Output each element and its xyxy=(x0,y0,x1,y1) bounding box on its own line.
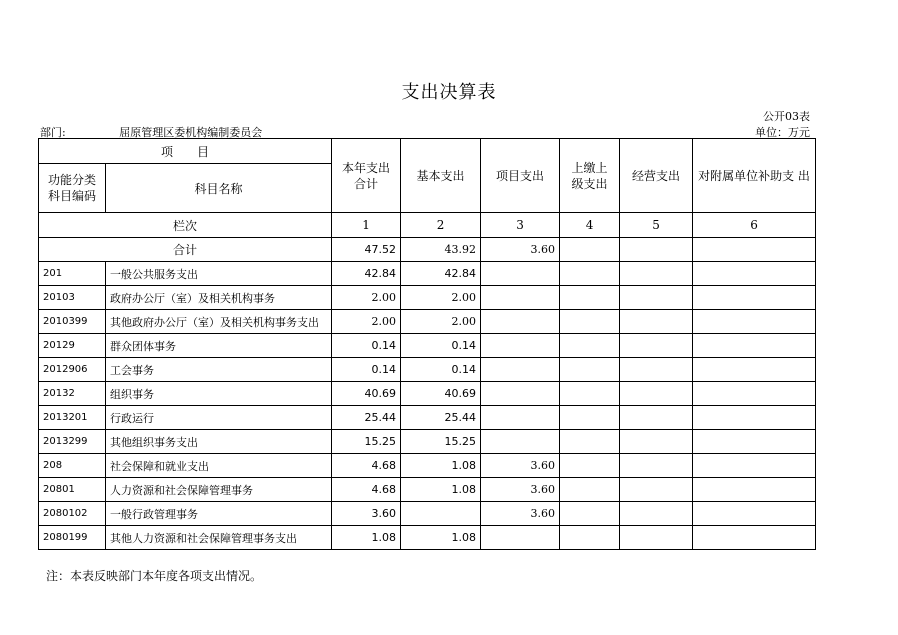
row-total: 1.08 xyxy=(332,526,401,550)
row-subsidy xyxy=(693,526,816,550)
row-subsidy xyxy=(693,382,816,406)
row-name: 其他组织事务支出 xyxy=(106,430,332,454)
total-amount: 47.52 xyxy=(332,238,401,262)
row-total: 15.25 xyxy=(332,430,401,454)
expenditure-table xyxy=(38,138,816,550)
row-code: 2012906 xyxy=(39,358,106,382)
footnote: 注：本表反映部门本年度各项支出情况。 xyxy=(46,569,263,583)
row-upper xyxy=(560,454,620,478)
table-row xyxy=(39,430,816,454)
row-total: 2.00 xyxy=(332,286,401,310)
header-func-code: 功能分类 科目编码 xyxy=(39,164,106,213)
row-total: 4.68 xyxy=(332,454,401,478)
row-total: 40.69 xyxy=(332,382,401,406)
row-business xyxy=(620,334,693,358)
row-code: 20129 xyxy=(39,334,106,358)
row-business xyxy=(620,406,693,430)
total-upper xyxy=(560,238,620,262)
row-total: 3.60 xyxy=(332,502,401,526)
table-row xyxy=(39,502,816,526)
row-total: 25.44 xyxy=(332,406,401,430)
row-total: 2.00 xyxy=(332,310,401,334)
col-index-1: 1 xyxy=(332,213,401,238)
table-row xyxy=(39,262,816,286)
row-business xyxy=(620,358,693,382)
table-row xyxy=(39,334,816,358)
row-subsidy xyxy=(693,262,816,286)
row-business xyxy=(620,262,693,286)
header-basic: 基本支出 xyxy=(401,139,481,213)
row-name: 群众团体事务 xyxy=(106,334,332,358)
row-subsidy xyxy=(693,478,816,502)
row-basic: 2.00 xyxy=(401,310,481,334)
row-basic xyxy=(401,502,481,526)
col-index-3: 3 xyxy=(481,213,560,238)
col-index-2: 2 xyxy=(401,213,481,238)
row-code: 20132 xyxy=(39,382,106,406)
row-subsidy xyxy=(693,358,816,382)
row-basic: 2.00 xyxy=(401,286,481,310)
row-total: 4.68 xyxy=(332,478,401,502)
row-code: 20103 xyxy=(39,286,106,310)
row-name: 一般行政管理事务 xyxy=(106,502,332,526)
row-code: 201 xyxy=(39,262,106,286)
row-upper xyxy=(560,310,620,334)
row-upper xyxy=(560,334,620,358)
row-total: 0.14 xyxy=(332,334,401,358)
row-business xyxy=(620,430,693,454)
row-project xyxy=(481,334,560,358)
header-business: 经营支出 xyxy=(620,139,693,213)
total-basic: 43.92 xyxy=(401,238,481,262)
row-upper xyxy=(560,262,620,286)
row-name: 一般公共服务支出 xyxy=(106,262,332,286)
row-project xyxy=(481,286,560,310)
row-basic: 25.44 xyxy=(401,406,481,430)
row-code: 2010399 xyxy=(39,310,106,334)
row-basic: 1.08 xyxy=(401,526,481,550)
row-upper xyxy=(560,502,620,526)
total-project: 3.60 xyxy=(481,238,560,262)
row-project: 3.60 xyxy=(481,454,560,478)
col-index-4: 4 xyxy=(560,213,620,238)
department-name: 屈原管理区委机构编制委员会 xyxy=(119,126,263,139)
row-code: 2013201 xyxy=(39,406,106,430)
row-business xyxy=(620,382,693,406)
row-subsidy xyxy=(693,310,816,334)
row-name: 政府办公厅（室）及相关机构事务 xyxy=(106,286,332,310)
row-code: 2080199 xyxy=(39,526,106,550)
report-title: 支出决算表 xyxy=(401,82,497,103)
total-business xyxy=(620,238,693,262)
form-number: 公开03表 xyxy=(763,110,810,123)
row-business xyxy=(620,526,693,550)
row-basic: 15.25 xyxy=(401,430,481,454)
row-upper xyxy=(560,478,620,502)
row-project xyxy=(481,262,560,286)
row-subsidy xyxy=(693,334,816,358)
row-name: 其他人力资源和社会保障管理事务支出 xyxy=(106,526,332,550)
table-row xyxy=(39,454,816,478)
row-total: 0.14 xyxy=(332,358,401,382)
row-name: 其他政府办公厅（室）及相关机构事务支出 xyxy=(106,310,332,334)
header-total: 本年支出 合计 xyxy=(332,139,401,213)
row-name: 行政运行 xyxy=(106,406,332,430)
table-row xyxy=(39,286,816,310)
row-upper xyxy=(560,406,620,430)
row-upper xyxy=(560,358,620,382)
row-basic: 1.08 xyxy=(401,478,481,502)
row-name: 组织事务 xyxy=(106,382,332,406)
row-project xyxy=(481,310,560,334)
row-upper xyxy=(560,382,620,406)
row-subsidy xyxy=(693,454,816,478)
row-code: 208 xyxy=(39,454,106,478)
col-index-5: 5 xyxy=(620,213,693,238)
total-subsidy xyxy=(693,238,816,262)
col-index-6: 6 xyxy=(693,213,816,238)
department-label: 部门: xyxy=(40,126,66,139)
row-basic: 0.14 xyxy=(401,358,481,382)
row-name: 工会事务 xyxy=(106,358,332,382)
row-business xyxy=(620,286,693,310)
row-basic: 0.14 xyxy=(401,334,481,358)
header-item: 项 目 xyxy=(39,139,332,164)
row-project xyxy=(481,382,560,406)
row-subsidy xyxy=(693,406,816,430)
row-name: 人力资源和社会保障管理事务 xyxy=(106,478,332,502)
row-code: 2013299 xyxy=(39,430,106,454)
unit-label: 单位：万元 xyxy=(755,126,810,139)
row-project xyxy=(481,406,560,430)
row-basic: 1.08 xyxy=(401,454,481,478)
total-label: 合计 xyxy=(39,238,332,262)
header-subsidy: 对附属单位补助支 出 xyxy=(693,139,816,213)
row-project: 3.60 xyxy=(481,502,560,526)
header-project: 项目支出 xyxy=(481,139,560,213)
row-project xyxy=(481,526,560,550)
row-upper xyxy=(560,286,620,310)
row-basic: 40.69 xyxy=(401,382,481,406)
table-row xyxy=(39,478,816,502)
row-name: 社会保障和就业支出 xyxy=(106,454,332,478)
table-row xyxy=(39,526,816,550)
row-business xyxy=(620,454,693,478)
row-business xyxy=(620,502,693,526)
table-row xyxy=(39,406,816,430)
row-index-label: 栏次 xyxy=(39,213,332,238)
row-code: 2080102 xyxy=(39,502,106,526)
row-total: 42.84 xyxy=(332,262,401,286)
row-upper xyxy=(560,430,620,454)
row-basic: 42.84 xyxy=(401,262,481,286)
table-row xyxy=(39,310,816,334)
row-project xyxy=(481,358,560,382)
row-subsidy xyxy=(693,286,816,310)
row-subsidy xyxy=(693,430,816,454)
row-code: 20801 xyxy=(39,478,106,502)
row-upper xyxy=(560,526,620,550)
table-row xyxy=(39,358,816,382)
row-business xyxy=(620,478,693,502)
row-subsidy xyxy=(693,502,816,526)
header-upper: 上缴上 级支出 xyxy=(560,139,620,213)
row-project: 3.60 xyxy=(481,478,560,502)
row-project xyxy=(481,430,560,454)
header-subject-name: 科目名称 xyxy=(106,164,332,213)
table-row xyxy=(39,382,816,406)
total-row xyxy=(39,238,816,262)
row-business xyxy=(620,310,693,334)
